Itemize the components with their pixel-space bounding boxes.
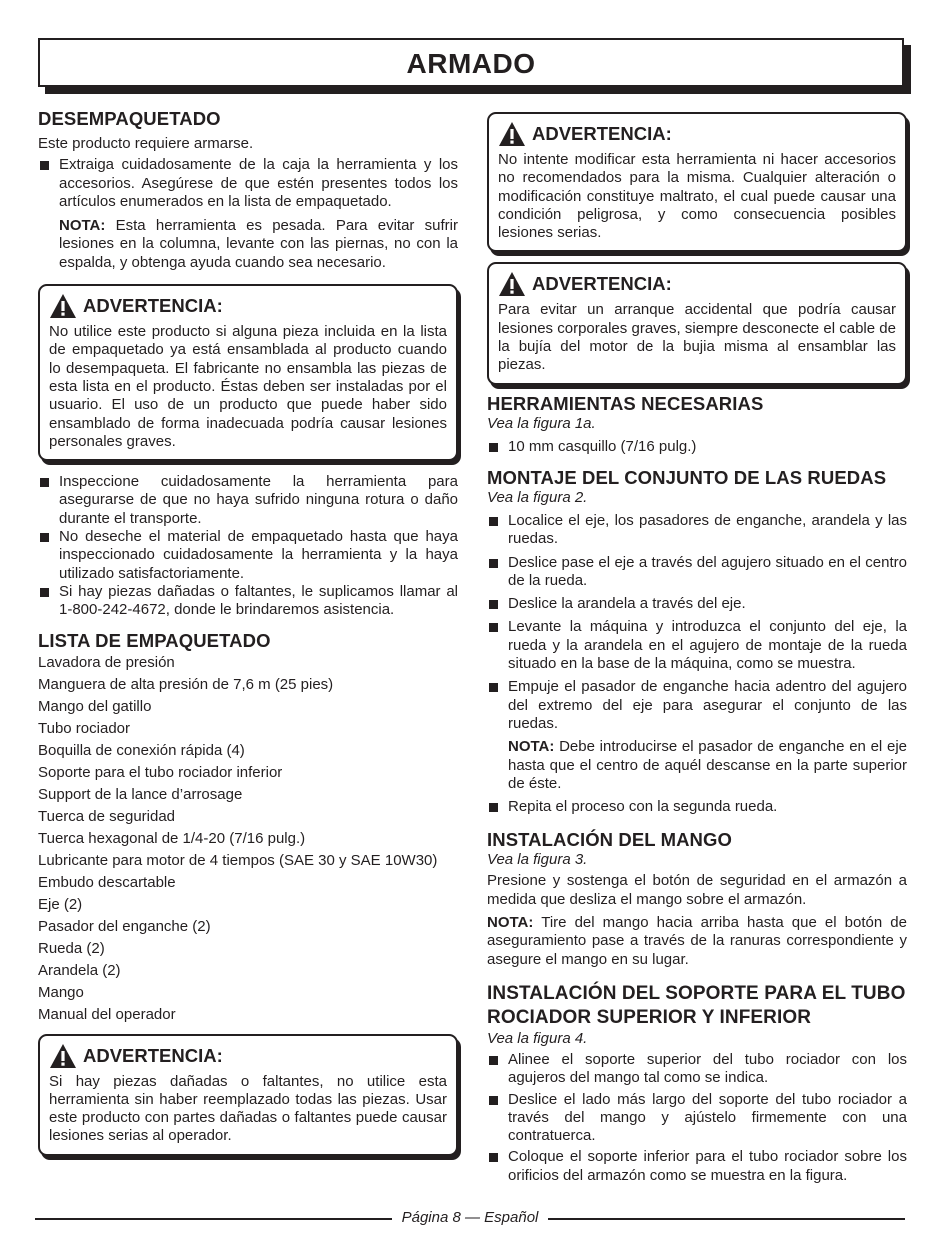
handle-note [487,914,907,969]
packing-list [38,652,458,1026]
packing-item: Support de la lance d’arrosage [38,785,243,803]
note-text: Tire del mango hacia arriba hasta que el botón de aseguramiento pase a través de la ranuras correspondiente y asegure el mango en su lugar. [487,914,907,968]
packing-item: Soporte para el tubo rociador inferior [38,763,283,781]
tools-heading: HERRAMIENTAS NECESARIAS [487,392,764,414]
unpack-note [38,217,458,272]
packing-item: Tuerca hexagonal de 1/4-20 (7/16 pulg.) [38,829,306,847]
list-item: Alinee el soporte superior del tubo rociador con los agujeros del mango tal como se indica. [487,1051,907,1088]
warning-header [49,293,447,319]
wheels-figure-ref: Vea la figura 2. [487,488,588,506]
note-label: NOTA: [59,217,106,235]
bracket-list [487,1051,907,1185]
tools-list [487,438,907,456]
note-label: NOTA: [487,914,534,932]
warning-triangle-icon [498,121,526,147]
bracket-heading-line1: INSTALACIÓN DEL SOPORTE PARA EL TUBO [487,982,906,1004]
warning-triangle-icon [498,271,526,297]
section-title-box [38,38,904,87]
footer-text: Página 8 — Español [392,1209,549,1226]
handle-text: Presione y sostenga el botón de seguridad en el armazón a medida que desliza el mango sobre el armazón. [487,872,907,908]
warning-triangle-icon [49,1043,77,1069]
tools-figure-ref: Vea la figura 1a. [487,414,596,432]
warning-header [498,271,896,297]
left-column [38,108,458,1156]
list-item: Coloque el soporte inferior para el tubo rociador sobre los orificios del armazón como se muestra en la figura. [487,1148,907,1185]
warning-header [49,1043,447,1069]
packing-item: Pasador del enganche (2) [38,917,211,935]
warning-text: Si hay piezas dañadas o faltantes, no utilice esta herramienta sin haber reemplazado todas las piezas. Usar este producto con partes dañadas o faltantes puede causar lesiones serias al operador. [49,1072,447,1145]
wheels-list-last [487,798,907,816]
handle-figure-ref: Vea la figura 3. [487,851,588,869]
note-text: Esta herramienta es pesada. Para evitar sufrir lesiones en la columna, levante con las piernas, no con la espalda, y obtenga ayuda cuando sea necesario. [59,217,458,271]
packing-item: Manguera de alta presión de 7,6 m (25 pies) [38,675,334,693]
warning-title: ADVERTENCIA: [83,1044,223,1066]
list-item: Deslice la arandela a través del eje. [487,595,907,613]
right-column [487,112,907,1185]
list-item: Localice el eje, los pasadores de enganche, arandela y las ruedas. [487,512,907,549]
warning-text: No utilice este producto si alguna pieza incluida en la lista de empaquetado ya está ensamblada al producto cuando lo desempaqueta. El fabricante no ensambla las piezas de esta lista en el producto. Éstas deben ser instaladas por el usuario. El uso de un producto que puede haber sido ensamblado de forma inadecuada podría causar lesiones personales graves. [49,323,447,450]
packing-item: Eje (2) [38,895,83,913]
packing-item: Lavadora de presión [38,653,175,671]
packing-heading: LISTA DE EMPAQUETADO [38,629,271,651]
packing-item: Embudo descartable [38,873,176,891]
warning-title: ADVERTENCIA: [532,123,672,144]
note-text: Debe introducirse el pasador de enganche en el eje hasta que el centro de aquél descanse en la parte superior de éste. [508,738,907,792]
packing-item: Lubricante para motor de 4 tiempos (SAE 30 y SAE 10W30) [38,851,438,869]
wheels-heading: MONTAJE DEL CONJUNTO DE LAS RUEDAS [487,466,887,488]
list-item: Levante la máquina y introduzca el conjunto del eje, la rueda y la arandela en el agujero de montaje de la rueda situado en la base de la máquina, como se muestra. [487,618,907,673]
warning-header [498,121,896,147]
warning-text: Para evitar un arranque accidental que podría causar lesiones corporales graves, siempre desconecte el cable de la bujía del motor de la bujia misma al ensamblar las piezas. [498,301,896,374]
list-item: Repita el proceso con la segunda rueda. [487,798,907,816]
list-item: 10 mm casquillo (7/16 pulg.) [487,438,907,456]
packing-item: Mango del gatillo [38,697,152,715]
warning-text: No intente modificar esta herramienta ni hacer accesorios no recomendados para la misma. Cualquier alteración o modificación constituye maltrato, el cual puede causar una condición peligrosa, y como consecuencia posibles lesiones serias. [498,151,896,242]
section-title: ARMADO [406,48,536,79]
list-item: Inspeccione cuidadosamente la herramienta para asegurarse de que no haya sufrido ninguna rotura o daño durante el transporte. [38,473,458,528]
list-item: Deslice pase el eje a través del agujero situado en el centro de la rueda. [487,554,907,591]
bracket-heading [487,982,907,1030]
warning-box-unpack [38,284,458,461]
warning-box-spark-plug [487,262,907,384]
list-item: Deslice el lado más largo del soporte del tubo rociador a través del mango y ajústelo firmemente con una contratuerca. [487,1091,907,1146]
handle-heading: INSTALACIÓN DEL MANGO [487,829,732,851]
unpack-intro: Este producto requiere armarse. [38,135,254,152]
bracket-heading-line2: ROCIADOR SUPERIOR Y INFERIOR [487,1006,812,1028]
packing-item: Tubo rociador [38,719,130,737]
warning-title: ADVERTENCIA: [83,295,223,317]
unpack-heading: DESEMPAQUETADO [38,108,221,129]
list-item: Empuje el pasador de enganche hacia adentro del agujero del extremo del eje para asegurar el conjunto de las ruedas. [487,678,907,733]
list-item: Si hay piezas dañadas o faltantes, le suplicamos llamar al 1-800-242-4672, donde le brindaremos asistencia. [38,583,458,620]
packing-item: Rueda (2) [38,939,105,957]
list-item: Extraiga cuidadosamente de la caja la herramienta y los accesorios. Asegúrese de que estén presentes todos los artículos enumerados en la lista de empaquetado. [38,156,458,211]
wheels-note [487,738,907,793]
wheels-list [487,512,907,733]
warning-box-modify [487,112,907,252]
packing-item: Tuerca de seguridad [38,807,176,825]
packing-item: Arandela (2) [38,961,121,979]
packing-item: Boquilla de conexión rápida (4) [38,741,245,759]
page-footer [35,1208,905,1228]
packing-item: Mango [38,983,84,1001]
warning-title: ADVERTENCIA: [532,273,672,295]
note-label: NOTA: [508,738,555,756]
footer-text-wrap [35,1208,905,1228]
packing-item: Manual del operador [38,1005,176,1023]
list-item: No deseche el material de empaquetado hasta que haya inspeccionado cuidadosamente la herramienta y la haya utilizado satisfactoriamente. [38,528,458,583]
warning-triangle-icon [49,293,77,319]
warning-box-packing [38,1034,458,1156]
unpack-bullet-list [38,156,458,211]
bracket-figure-ref: Vea la figura 4. [487,1029,588,1047]
unpack-bullets-after [38,473,458,619]
